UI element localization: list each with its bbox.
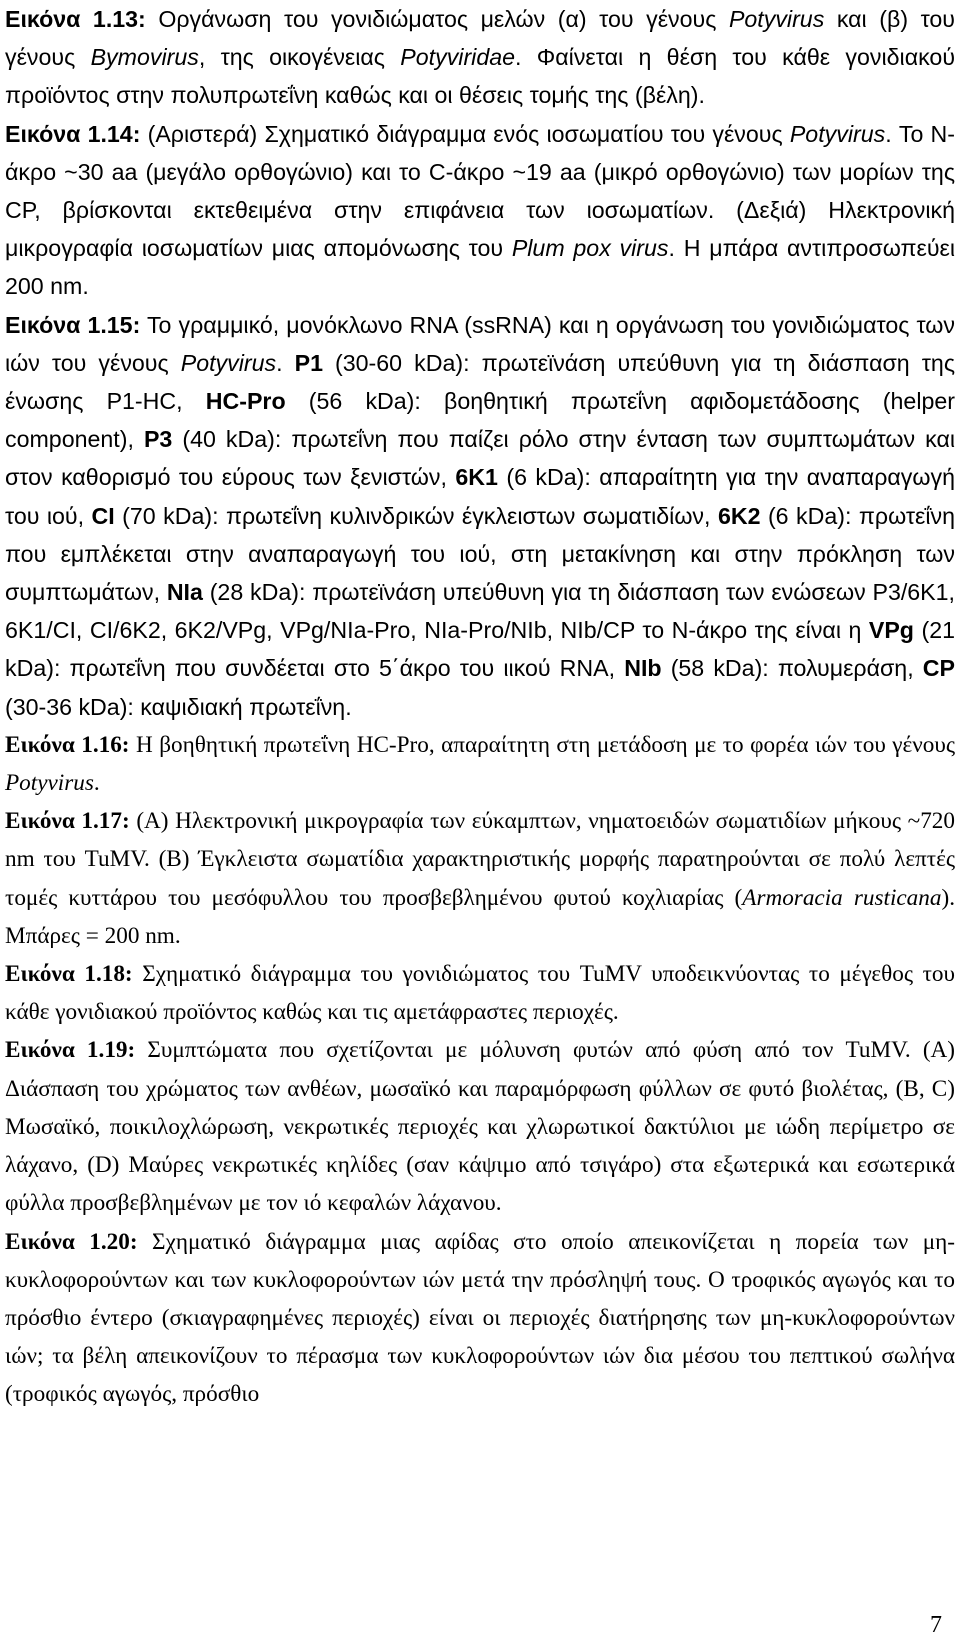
caption-label: CP — [922, 655, 955, 682]
caption-text: , της οικογένειας — [198, 44, 401, 71]
caption-italic-term: Bymovirus — [90, 44, 199, 71]
caption-text: . — [276, 349, 295, 376]
caption-fig-1-20 — [5, 1223, 955, 1414]
caption-label: Εικόνα 1.14: — [5, 120, 141, 147]
caption-label: Εικόνα 1.16: — [5, 731, 130, 758]
caption-fig-1-15 — [5, 306, 955, 726]
caption-fig-1-19 — [5, 1031, 955, 1222]
caption-text: (30-36 kDa): καψιδιακή πρωτεΐνη. — [5, 693, 352, 720]
caption-label: 6K1 — [455, 464, 498, 491]
caption-text: Η βοηθητική πρωτεΐνη HC-Pro, απαραίτητη στη μετάδοση με το φορέα ιών του γένους — [129, 731, 956, 758]
caption-italic-term: Potyvirus — [728, 6, 825, 32]
caption-text: (40 kDa): πρωτεΐνη που παίζει ρόλο στην ένταση των συμπτωμάτων και στον καθορισμό του εύρους των ξενιστών, — [5, 426, 955, 491]
caption-text: και (β) του γένους — [5, 6, 955, 71]
caption-text: Σχηματικό διάγραμμα του γονιδιώματος του TuMV υποδεικνύοντας το μέγεθος του κάθε γονιδιακού προϊόντος καθώς και τις αμετάφραστες περιοχές. — [5, 961, 955, 1026]
caption-text: Το γραμμικό, μονόκλωνο RNA (ssRNA) και η οργάνωση του γονιδιώματος των ιών του γένους — [5, 311, 955, 376]
caption-label: NIb — [624, 655, 662, 682]
caption-label: 6K2 — [717, 502, 761, 529]
caption-text: Συμπτώματα που σχετίζονται με μόλυνση φυτών από φύση από τον TuMV. (A) Διάσπαση του χρώματος των ανθέων, μωσαϊκό και παραμόρφωση φύλλων σε φυτό βιολέτας, (B, C) Μωσαϊκό, ποικιλοχλώρωση, νεκρωτικές περιοχές και χλωρωτικοί δακτύλιοι με ιώδη περίμετρο σε λάχανο, (D) Μαύρες νεκρωτικές κηλίδες (σαν κάψιμο από τσιγάρο) στα εξωτερικά και εσωτερικά φύλλα προσβεβλημένων με τον ιό κεφαλών λάχανου. — [5, 1037, 956, 1217]
caption-italic-term: Potyvirus — [5, 770, 94, 797]
caption-fig-1-16 — [5, 726, 955, 802]
caption-text: (58 kDa): πολυμεράση, — [661, 655, 923, 682]
caption-text: (21 kDa): πρωτεΐνη που συνδέεται στο 5΄άκρο του ιικού RNA, — [5, 617, 955, 682]
caption-label: Εικόνα 1.15: — [5, 311, 141, 338]
caption-label: HC-Pro — [205, 388, 286, 415]
caption-fig-1-13 — [5, 0, 955, 115]
caption-text: Σχηματικό διάγραμμα μιας αφίδας στο οποίο απεικονίζεται η πορεία των μη-κυκλοφορούντων και των κυκλοφορούντων ιών μετά την πρόσληψή τους. Ο τροφικός αγωγός και το πρόσθιο έντερο (σκιαγραφημένες περιοχές) είναι οι περιοχές διατήρησης των μη-κυκλοφορούντων ιών; τα βέλη απεικονίζουν το πέρασμα των κυκλοφορούντων ιών δια μέσου του πεπτικού σωλήνα (τροφικός αγωγός, πρόσθιο — [5, 1228, 955, 1408]
caption-label: Εικόνα 1.20: — [5, 1228, 138, 1255]
document-page — [5, 0, 955, 1414]
caption-label: P1 — [294, 349, 323, 376]
caption-text: (56 kDa): βοηθητική πρωτεΐνη αφιδομετάδοσης (helper component), — [5, 388, 955, 453]
caption-label: Εικόνα 1.18: — [5, 961, 133, 988]
caption-label: VPg — [868, 617, 914, 644]
caption-italic-term: Armoracia rusticana — [742, 884, 942, 911]
caption-text: . Το Ν-άκρο ~30 aa (μεγάλο ορθογώνιο) και το C-άκρο ~19 aa (μικρό ορθογώνιο) των μορίων της CP, βρίσκονται εκτεθειμένα στην επιφάνεια των ιοσωματίων. (Δεξιά) Ηλεκτρονική μικρογραφία ιοσωματίων μιας απομόνωσης του — [5, 120, 955, 262]
page-number: 7 — [930, 1612, 942, 1638]
caption-text: (28 kDa): πρωτεϊνάση υπεύθυνη για τη διάσπαση των ενώσεων P3/6K1, 6K1/CI, CI/6K2, 6K2/VPg, VPg/NIa-Pro, NIa-Pro/NIb, NIb/CP το N-άκρο της είναι η — [5, 579, 955, 644]
caption-label: CI — [91, 502, 115, 529]
caption-text: Οργάνωση του γονιδιώματος μελών (α) του γένους — [145, 6, 729, 32]
caption-italic-term: Potyviridae — [400, 44, 516, 71]
caption-label: NIa — [166, 579, 203, 606]
caption-text: . Η μπάρα αντιπροσωπεύει 200 nm. — [5, 235, 955, 300]
caption-label: Εικόνα 1.19: — [5, 1037, 136, 1064]
caption-list — [5, 0, 955, 1414]
caption-label: Εικόνα 1.17: — [5, 808, 130, 835]
caption-italic-term: Potyvirus — [789, 120, 886, 147]
caption-text: (6 kDa): απαραίτητη για την αναπαραγωγή του ιού, — [5, 464, 955, 529]
caption-label: P3 — [143, 426, 173, 453]
caption-text: (Αριστερά) Σχηματικό διάγραμμα ενός ιοσωματίου του γένους — [140, 120, 790, 147]
caption-text: . Φαίνεται η θέση του κάθε γονιδιακού προϊόντος στην πολυπρωτεΐνη καθώς και οι θέσεις τομής της (βέλη). — [5, 44, 955, 109]
caption-text: . — [93, 770, 100, 797]
caption-text: (30-60 kDa): πρωτεϊνάση υπεύθυνη για τη διάσπαση της ένωσης P1-HC, — [5, 349, 955, 415]
caption-italic-term: Plum pox virus — [511, 235, 669, 262]
caption-label: Εικόνα 1.13: — [5, 6, 146, 32]
caption-text: (A) Ηλεκτρονική μικρογραφία των εύκαμπτων, νηματοειδών σωματιδίων μήκους ~720 nm του TuMV. (B) Έγκλειστα σωματίδια χαρακτηριστικής μορφής παρατηρούνται σε πολύ λεπτές τομές κυττάρου του μεσόφυλλου του προσβεβλημένου φυτού κοχλιαρίας ( — [5, 808, 955, 911]
caption-fig-1-17 — [5, 802, 955, 955]
caption-text: (70 kDa): πρωτεΐνη κυλινδρικών έγκλειστων σωματιδίων, — [114, 502, 718, 529]
caption-text: ). Μπάρες = 200 nm. — [5, 884, 955, 949]
caption-text: (6 kDa): πρωτεΐνη που εμπλέκεται στην αναπαραγωγή του ιού, στη μετακίνηση και στην πρόκληση των συμπτωμάτων, — [5, 502, 955, 606]
caption-fig-1-14 — [5, 115, 955, 306]
caption-fig-1-18 — [5, 955, 955, 1031]
caption-italic-term: Potyvirus — [180, 349, 277, 376]
